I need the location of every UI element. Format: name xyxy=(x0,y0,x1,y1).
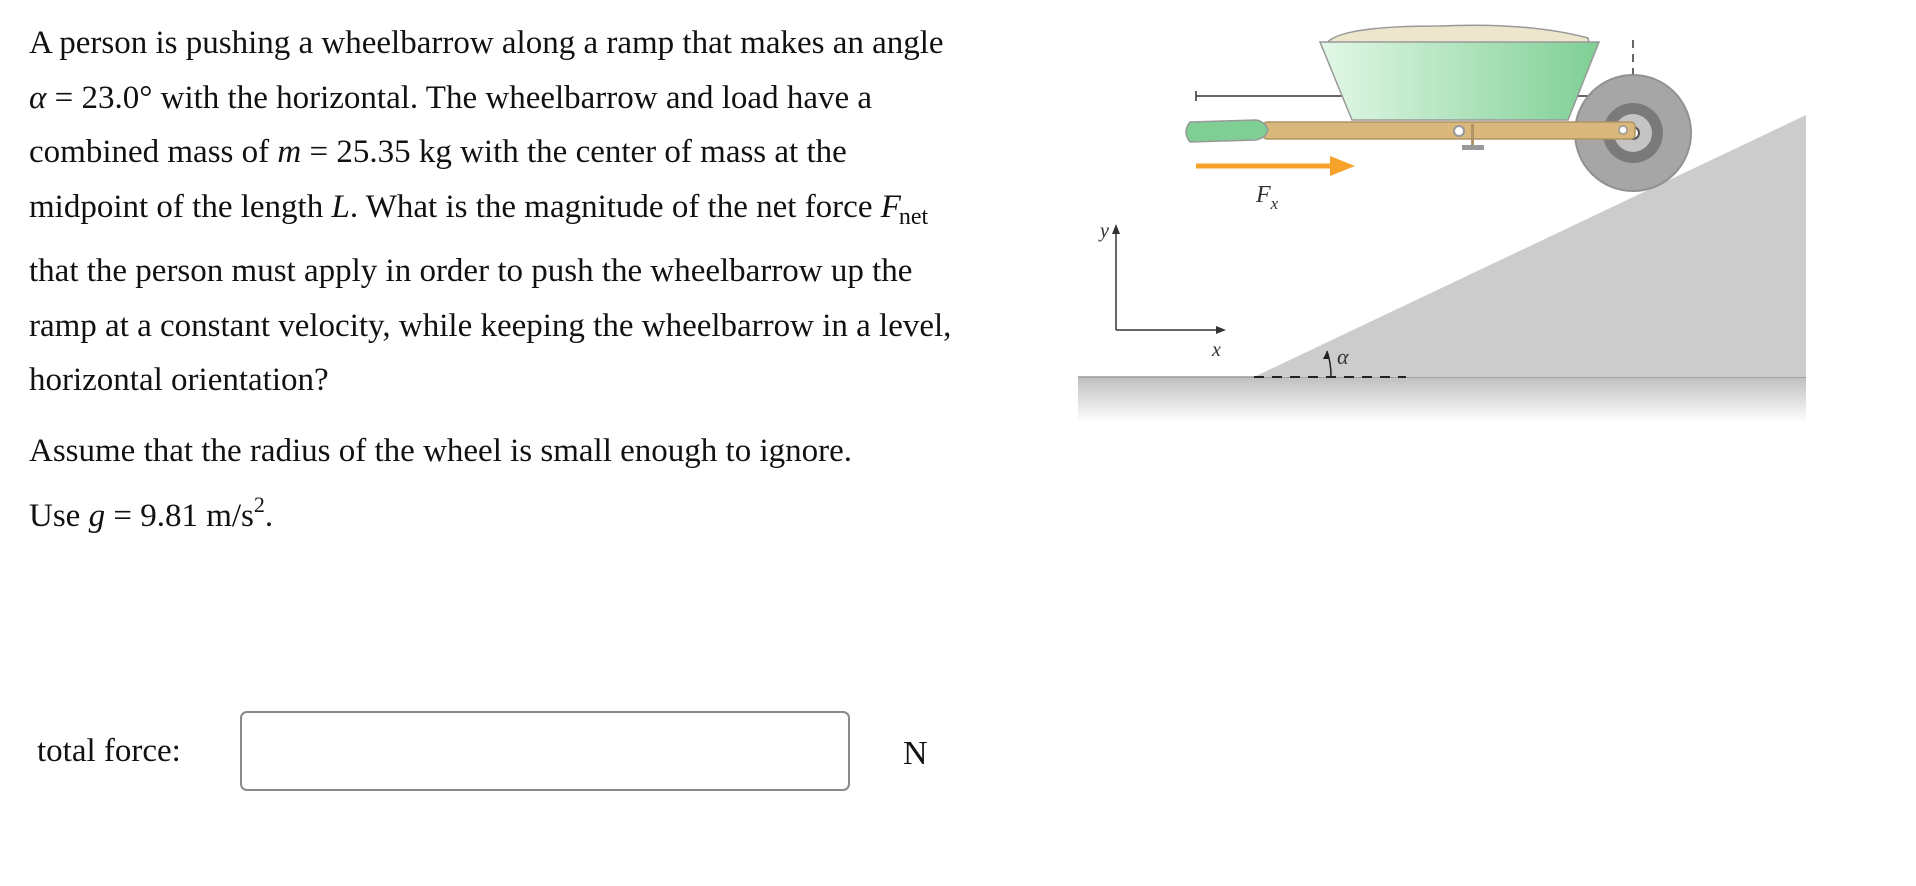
force-subscript: net xyxy=(898,203,929,230)
exponent: 2 xyxy=(253,492,265,517)
frame-leg xyxy=(1462,145,1484,150)
question-text-run: . What is the magnitude of the net force xyxy=(349,188,881,225)
handle-frame xyxy=(1263,122,1635,139)
frame-support xyxy=(1471,124,1474,146)
length-symbol: L xyxy=(331,188,350,225)
force-label-subscript: x xyxy=(1270,194,1279,213)
question-text-run: = 9.81 m/s xyxy=(105,498,254,534)
wheelbarrow-diagram xyxy=(1078,18,1813,423)
total-force-input[interactable] xyxy=(240,711,850,791)
diagram-svg xyxy=(1078,18,1813,423)
tray xyxy=(1320,42,1599,120)
question-text-run: that the person must apply in order to push the wheelbarrow up the ramp at a constant velocity, while keeping the wheelbarrow in a level, horizontal orientation? xyxy=(29,253,952,398)
gravity-symbol: g xyxy=(88,498,106,534)
handle-grip xyxy=(1186,120,1268,142)
alpha-symbol: α xyxy=(29,79,47,116)
x-axis-arrowhead xyxy=(1216,326,1226,334)
answer-row xyxy=(37,711,957,795)
assumption-text: Assume that the radius of the wheel is small enough to ignore. xyxy=(29,432,853,469)
y-axis-arrowhead xyxy=(1112,224,1120,234)
alpha-label: α xyxy=(1337,344,1349,369)
question-text-run: . xyxy=(264,498,274,534)
question-text-run: A person is pushing a wheelbarrow along a ramp that makes an angle xyxy=(29,25,944,61)
force-label xyxy=(1255,182,1279,213)
question-paragraph-2 xyxy=(29,424,959,544)
question-paragraph-1 xyxy=(29,16,959,408)
question-text-run: Use xyxy=(29,498,89,534)
mass-symbol: m xyxy=(277,134,302,170)
force-arrowhead xyxy=(1330,156,1355,176)
unit-label: N xyxy=(903,735,928,772)
axle-bolt xyxy=(1619,126,1627,134)
ground xyxy=(1078,377,1806,423)
total-force-label: total force: xyxy=(37,733,181,769)
force-label-main: F xyxy=(1256,182,1271,208)
question-text-run: = 25.35 kg with the center of mass at the midpoint of the length xyxy=(29,134,847,225)
frame-bolt xyxy=(1454,126,1464,136)
y-axis-label: y xyxy=(1100,220,1109,242)
question-text-run: = 23.0° with the horizontal. The wheelbarrow and load have a combined mass of xyxy=(29,79,873,170)
force-symbol: F xyxy=(880,188,901,225)
question-text xyxy=(29,16,959,544)
x-axis-label: x xyxy=(1212,339,1221,361)
ramp xyxy=(1254,115,1806,377)
